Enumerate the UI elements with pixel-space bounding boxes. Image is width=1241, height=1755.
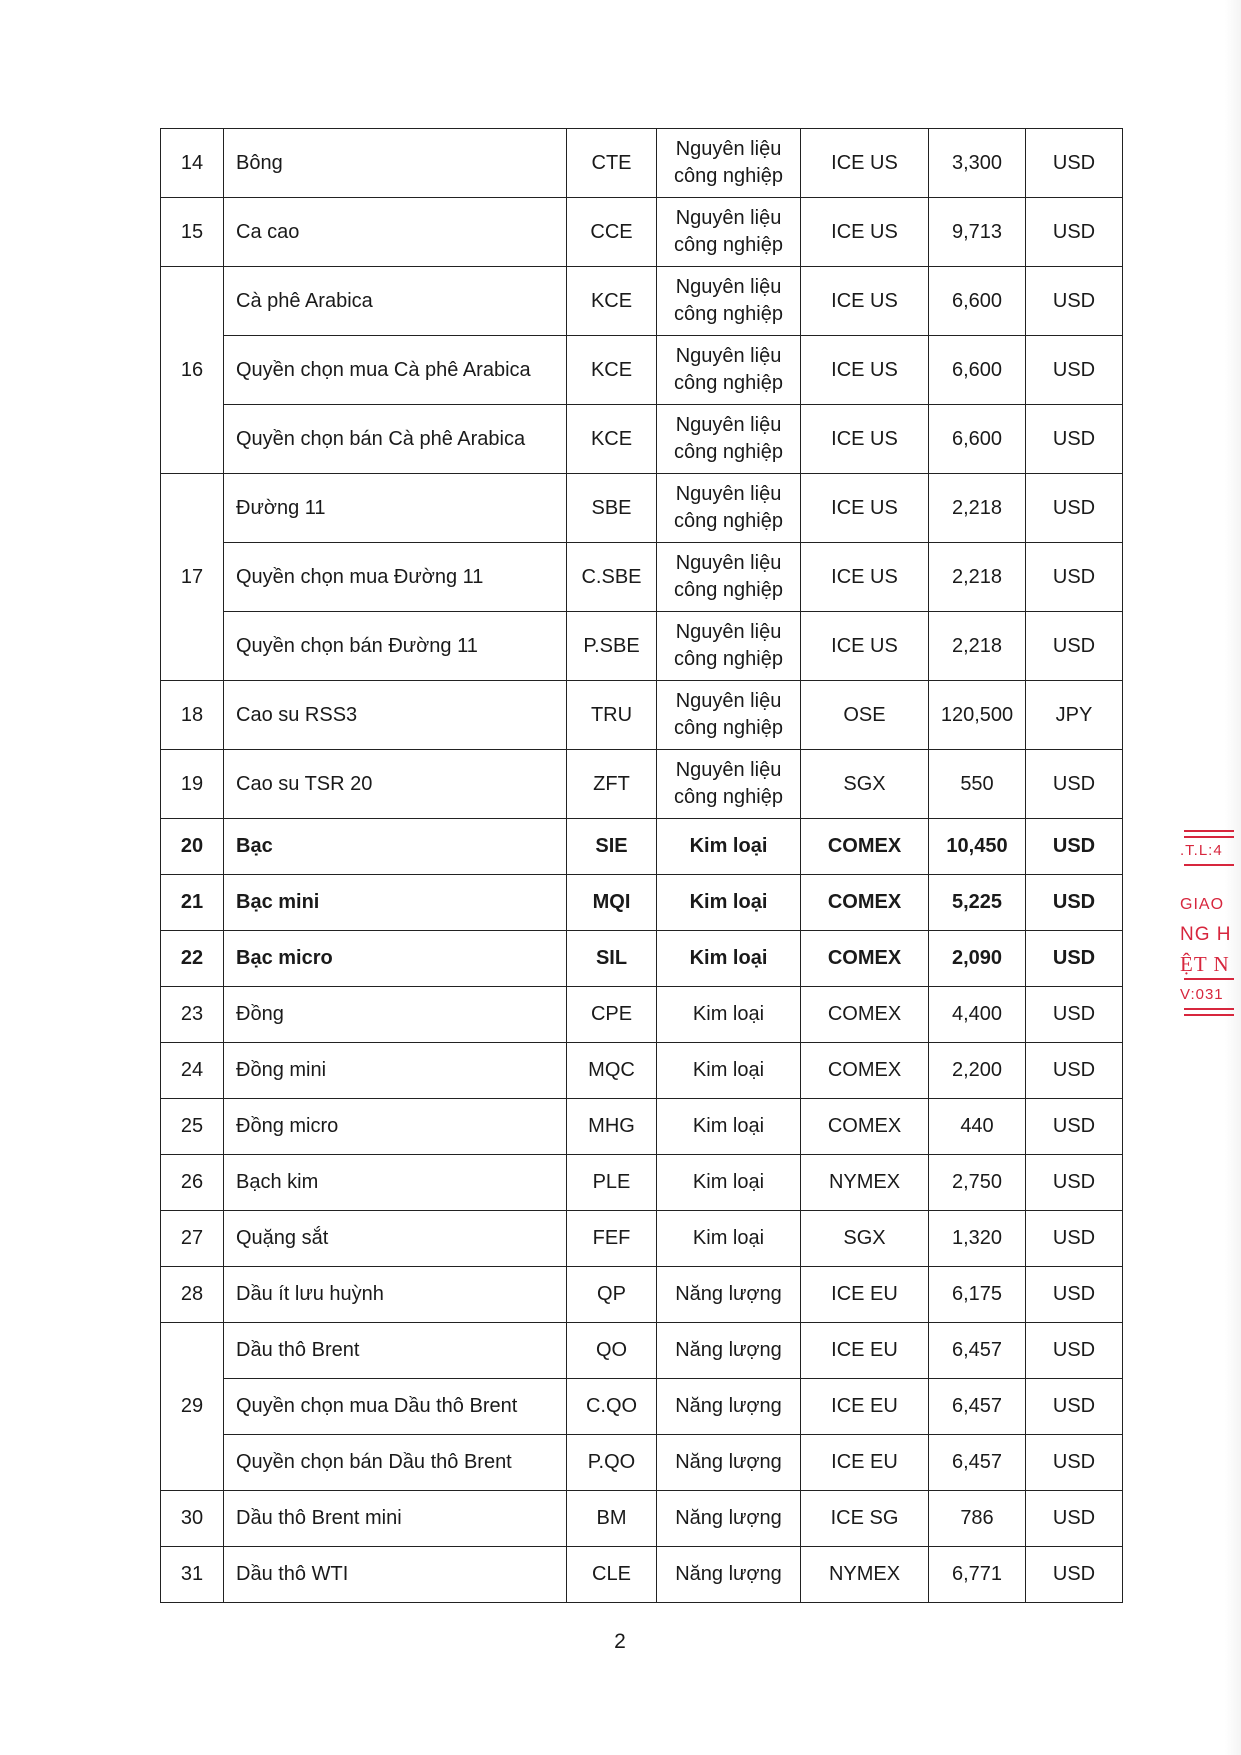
product-group-line: Nguyên liệu	[675, 759, 782, 781]
product-name-cell: Bông	[224, 129, 567, 198]
exchange-cell: COMEX	[801, 875, 929, 931]
product-group-cell	[657, 405, 801, 474]
product-group-cell	[657, 681, 801, 750]
product-name-cell: Cao su RSS3	[224, 681, 567, 750]
product-group-cell	[657, 198, 801, 267]
product-group-line: Nguyên liệu	[675, 138, 782, 160]
margin-value-cell: 9,713	[929, 198, 1026, 267]
product-group-cell	[657, 267, 801, 336]
currency-cell: USD	[1026, 1099, 1123, 1155]
row-number-cell: 20	[161, 819, 224, 875]
product-name-cell: Quyền chọn bán Cà phê Arabica	[224, 405, 567, 474]
margin-value-cell: 6,600	[929, 336, 1026, 405]
product-code-cell: BM	[567, 1491, 657, 1547]
table-row	[161, 336, 1123, 405]
product-group-line: Kim loại	[689, 891, 768, 913]
product-code-cell: MQC	[567, 1043, 657, 1099]
table-row	[161, 681, 1123, 750]
product-code-cell: QP	[567, 1267, 657, 1323]
product-code-cell: PLE	[567, 1155, 657, 1211]
margin-value-cell: 2,090	[929, 931, 1026, 987]
product-name-cell: Quyền chọn mua Cà phê Arabica	[224, 336, 567, 405]
product-group-cell	[657, 819, 801, 875]
product-name-cell: Đồng	[224, 987, 567, 1043]
row-number-cell: 18	[161, 681, 224, 750]
table-row	[161, 129, 1123, 198]
product-group-line: Nguyên liệu	[675, 690, 782, 712]
product-name-cell: Cà phê Arabica	[224, 267, 567, 336]
product-group-line: Năng lượng	[675, 1283, 782, 1305]
product-group-line: Kim loại	[692, 1171, 765, 1193]
margin-value-cell: 2,750	[929, 1155, 1026, 1211]
exchange-cell: OSE	[801, 681, 929, 750]
table-row	[161, 267, 1123, 336]
product-group-line: công nghiệp	[674, 303, 783, 325]
exchange-cell: ICE US	[801, 129, 929, 198]
margin-value-cell: 5,225	[929, 875, 1026, 931]
row-number-cell: 17	[161, 474, 224, 681]
row-number-cell: 29	[161, 1323, 224, 1491]
product-group-cell	[657, 1435, 801, 1491]
margin-value-cell: 440	[929, 1099, 1026, 1155]
product-group-cell	[657, 1043, 801, 1099]
exchange-cell: SGX	[801, 750, 929, 819]
margin-value-cell: 6,457	[929, 1379, 1026, 1435]
margin-value-cell: 786	[929, 1491, 1026, 1547]
product-name-cell: Quyền chọn mua Dầu thô Brent	[224, 1379, 567, 1435]
margin-value-cell: 1,320	[929, 1211, 1026, 1267]
currency-cell: USD	[1026, 1547, 1123, 1603]
margin-value-cell: 2,218	[929, 474, 1026, 543]
product-group-line: Kim loại	[692, 1115, 765, 1137]
exchange-cell: SGX	[801, 1211, 929, 1267]
product-code-cell: P.QO	[567, 1435, 657, 1491]
table-row	[161, 1211, 1123, 1267]
row-number-cell: 14	[161, 129, 224, 198]
exchange-cell: ICE EU	[801, 1267, 929, 1323]
exchange-cell: NYMEX	[801, 1155, 929, 1211]
currency-cell: USD	[1026, 1155, 1123, 1211]
table-row	[161, 198, 1123, 267]
product-group-line: Nguyên liệu	[675, 207, 782, 229]
exchange-cell: COMEX	[801, 931, 929, 987]
product-name-cell: Quyền chọn bán Dầu thô Brent	[224, 1435, 567, 1491]
product-group-cell	[657, 1211, 801, 1267]
product-name-cell: Dầu thô Brent mini	[224, 1491, 567, 1547]
product-group-cell	[657, 1155, 801, 1211]
currency-cell: USD	[1026, 1323, 1123, 1379]
product-group-line: Nguyên liệu	[675, 276, 782, 298]
company-seal-stamp: .T.L:4 GIAO NG H ỆT N V:031	[1174, 828, 1234, 1058]
currency-cell: USD	[1026, 129, 1123, 198]
product-group-cell	[657, 1323, 801, 1379]
product-name-cell: Quặng sắt	[224, 1211, 567, 1267]
currency-cell: USD	[1026, 1379, 1123, 1435]
exchange-cell: ICE EU	[801, 1435, 929, 1491]
table-row	[161, 987, 1123, 1043]
exchange-cell: ICE EU	[801, 1379, 929, 1435]
table-row	[161, 750, 1123, 819]
row-number-cell: 31	[161, 1547, 224, 1603]
margin-value-cell: 3,300	[929, 129, 1026, 198]
product-code-cell: SIE	[567, 819, 657, 875]
product-name-cell: Dầu thô Brent	[224, 1323, 567, 1379]
row-number-cell: 27	[161, 1211, 224, 1267]
product-group-cell	[657, 1099, 801, 1155]
product-group-line: Nguyên liệu	[675, 345, 782, 367]
currency-cell: USD	[1026, 198, 1123, 267]
product-group-line: công nghiệp	[674, 579, 783, 601]
product-group-cell	[657, 474, 801, 543]
table-row	[161, 543, 1123, 612]
table-row	[161, 612, 1123, 681]
margin-value-cell: 4,400	[929, 987, 1026, 1043]
product-group-cell	[657, 875, 801, 931]
product-group-line: công nghiệp	[674, 165, 783, 187]
product-group-line: Kim loại	[692, 1227, 765, 1249]
currency-cell: USD	[1026, 336, 1123, 405]
exchange-cell: COMEX	[801, 819, 929, 875]
product-group-line: công nghiệp	[674, 717, 783, 739]
product-name-cell: Ca cao	[224, 198, 567, 267]
product-code-cell: TRU	[567, 681, 657, 750]
row-number-cell: 16	[161, 267, 224, 474]
product-group-cell	[657, 750, 801, 819]
product-group-line: Năng lượng	[675, 1395, 782, 1417]
row-number-cell: 22	[161, 931, 224, 987]
product-group-line: công nghiệp	[674, 372, 783, 394]
product-code-cell: C.SBE	[567, 543, 657, 612]
row-number-cell: 24	[161, 1043, 224, 1099]
currency-cell: USD	[1026, 543, 1123, 612]
table-row	[161, 931, 1123, 987]
currency-cell: USD	[1026, 1211, 1123, 1267]
margin-value-cell: 6,457	[929, 1323, 1026, 1379]
currency-cell: USD	[1026, 931, 1123, 987]
currency-cell: USD	[1026, 612, 1123, 681]
exchange-cell: ICE US	[801, 336, 929, 405]
table-row	[161, 1043, 1123, 1099]
commodity-table	[160, 128, 1123, 1603]
product-group-line: Nguyên liệu	[675, 621, 782, 643]
product-name-cell: Cao su TSR 20	[224, 750, 567, 819]
product-group-cell	[657, 336, 801, 405]
margin-value-cell: 120,500	[929, 681, 1026, 750]
currency-cell: USD	[1026, 1491, 1123, 1547]
product-group-line: Kim loại	[692, 1059, 765, 1081]
table-row	[161, 1323, 1123, 1379]
product-group-cell	[657, 1491, 801, 1547]
product-group-line: Nguyên liệu	[675, 483, 782, 505]
currency-cell: USD	[1026, 405, 1123, 474]
table-row	[161, 405, 1123, 474]
exchange-cell: ICE US	[801, 612, 929, 681]
page-number: 2	[614, 1630, 626, 1653]
product-code-cell: MHG	[567, 1099, 657, 1155]
product-group-line: công nghiệp	[674, 648, 783, 670]
table-row	[161, 819, 1123, 875]
currency-cell: USD	[1026, 819, 1123, 875]
currency-cell: USD	[1026, 1043, 1123, 1099]
margin-value-cell: 6,175	[929, 1267, 1026, 1323]
product-code-cell: CTE	[567, 129, 657, 198]
product-code-cell: ZFT	[567, 750, 657, 819]
product-group-line: Năng lượng	[675, 1507, 782, 1529]
product-group-line: công nghiệp	[674, 441, 783, 463]
product-group-line: Năng lượng	[675, 1563, 782, 1585]
product-code-cell: FEF	[567, 1211, 657, 1267]
row-number-cell: 26	[161, 1155, 224, 1211]
row-number-cell: 30	[161, 1491, 224, 1547]
product-code-cell: SIL	[567, 931, 657, 987]
margin-value-cell: 6,457	[929, 1435, 1026, 1491]
table-row	[161, 474, 1123, 543]
exchange-cell: ICE US	[801, 474, 929, 543]
row-number-cell: 23	[161, 987, 224, 1043]
product-group-cell	[657, 1547, 801, 1603]
row-number-cell: 15	[161, 198, 224, 267]
currency-cell: USD	[1026, 1267, 1123, 1323]
table-row	[161, 1267, 1123, 1323]
product-code-cell: CPE	[567, 987, 657, 1043]
product-code-cell: CCE	[567, 198, 657, 267]
product-code-cell: KCE	[567, 405, 657, 474]
exchange-cell: ICE EU	[801, 1323, 929, 1379]
product-group-line: Năng lượng	[675, 1451, 782, 1473]
product-group-cell	[657, 1379, 801, 1435]
product-group-line: Nguyên liệu	[675, 552, 782, 574]
product-name-cell: Bạc	[224, 819, 567, 875]
exchange-cell: ICE US	[801, 543, 929, 612]
exchange-cell: ICE US	[801, 405, 929, 474]
currency-cell: USD	[1026, 750, 1123, 819]
product-code-cell: CLE	[567, 1547, 657, 1603]
product-group-cell	[657, 931, 801, 987]
product-group-line: Kim loại	[692, 1003, 765, 1025]
table-row	[161, 1547, 1123, 1603]
product-name-cell: Dầu ít lưu huỳnh	[224, 1267, 567, 1323]
margin-value-cell: 6,771	[929, 1547, 1026, 1603]
product-code-cell: MQI	[567, 875, 657, 931]
product-group-cell	[657, 1267, 801, 1323]
product-group-line: công nghiệp	[674, 234, 783, 256]
product-name-cell: Đồng micro	[224, 1099, 567, 1155]
product-code-cell: KCE	[567, 336, 657, 405]
product-code-cell: KCE	[567, 267, 657, 336]
product-group-line: Kim loại	[689, 947, 768, 969]
product-code-cell: QO	[567, 1323, 657, 1379]
exchange-cell: COMEX	[801, 1099, 929, 1155]
exchange-cell: ICE SG	[801, 1491, 929, 1547]
row-number-cell: 21	[161, 875, 224, 931]
product-group-line: Năng lượng	[675, 1339, 782, 1361]
product-name-cell: Quyền chọn mua Đường 11	[224, 543, 567, 612]
exchange-cell: COMEX	[801, 987, 929, 1043]
table-row	[161, 1099, 1123, 1155]
product-name-cell: Dầu thô WTI	[224, 1547, 567, 1603]
product-group-cell	[657, 612, 801, 681]
row-number-cell: 28	[161, 1267, 224, 1323]
table-row	[161, 1435, 1123, 1491]
margin-value-cell: 550	[929, 750, 1026, 819]
product-group-line: công nghiệp	[674, 786, 783, 808]
currency-cell: USD	[1026, 875, 1123, 931]
exchange-cell: ICE US	[801, 198, 929, 267]
product-group-line: Kim loại	[689, 835, 768, 857]
margin-value-cell: 2,218	[929, 612, 1026, 681]
margin-value-cell: 2,200	[929, 1043, 1026, 1099]
currency-cell: USD	[1026, 1435, 1123, 1491]
currency-cell: USD	[1026, 267, 1123, 336]
product-group-cell	[657, 987, 801, 1043]
product-name-cell: Bạc micro	[224, 931, 567, 987]
margin-value-cell: 2,218	[929, 543, 1026, 612]
table-row	[161, 1379, 1123, 1435]
product-code-cell: C.QO	[567, 1379, 657, 1435]
product-code-cell: P.SBE	[567, 612, 657, 681]
product-code-cell: SBE	[567, 474, 657, 543]
exchange-cell: ICE US	[801, 267, 929, 336]
product-name-cell: Bạc mini	[224, 875, 567, 931]
exchange-cell: COMEX	[801, 1043, 929, 1099]
table-row	[161, 1155, 1123, 1211]
margin-value-cell: 10,450	[929, 819, 1026, 875]
product-group-cell	[657, 129, 801, 198]
currency-cell: USD	[1026, 474, 1123, 543]
currency-cell: USD	[1026, 987, 1123, 1043]
product-name-cell: Bạch kim	[224, 1155, 567, 1211]
margin-value-cell: 6,600	[929, 405, 1026, 474]
table-row	[161, 1491, 1123, 1547]
product-name-cell: Đồng mini	[224, 1043, 567, 1099]
table-row	[161, 875, 1123, 931]
margin-value-cell: 6,600	[929, 267, 1026, 336]
product-name-cell: Đường 11	[224, 474, 567, 543]
row-number-cell: 19	[161, 750, 224, 819]
product-group-line: công nghiệp	[674, 510, 783, 532]
product-group-cell	[657, 543, 801, 612]
currency-cell: JPY	[1026, 681, 1123, 750]
row-number-cell: 25	[161, 1099, 224, 1155]
product-group-line: Nguyên liệu	[675, 414, 782, 436]
product-name-cell: Quyền chọn bán Đường 11	[224, 612, 567, 681]
exchange-cell: NYMEX	[801, 1547, 929, 1603]
